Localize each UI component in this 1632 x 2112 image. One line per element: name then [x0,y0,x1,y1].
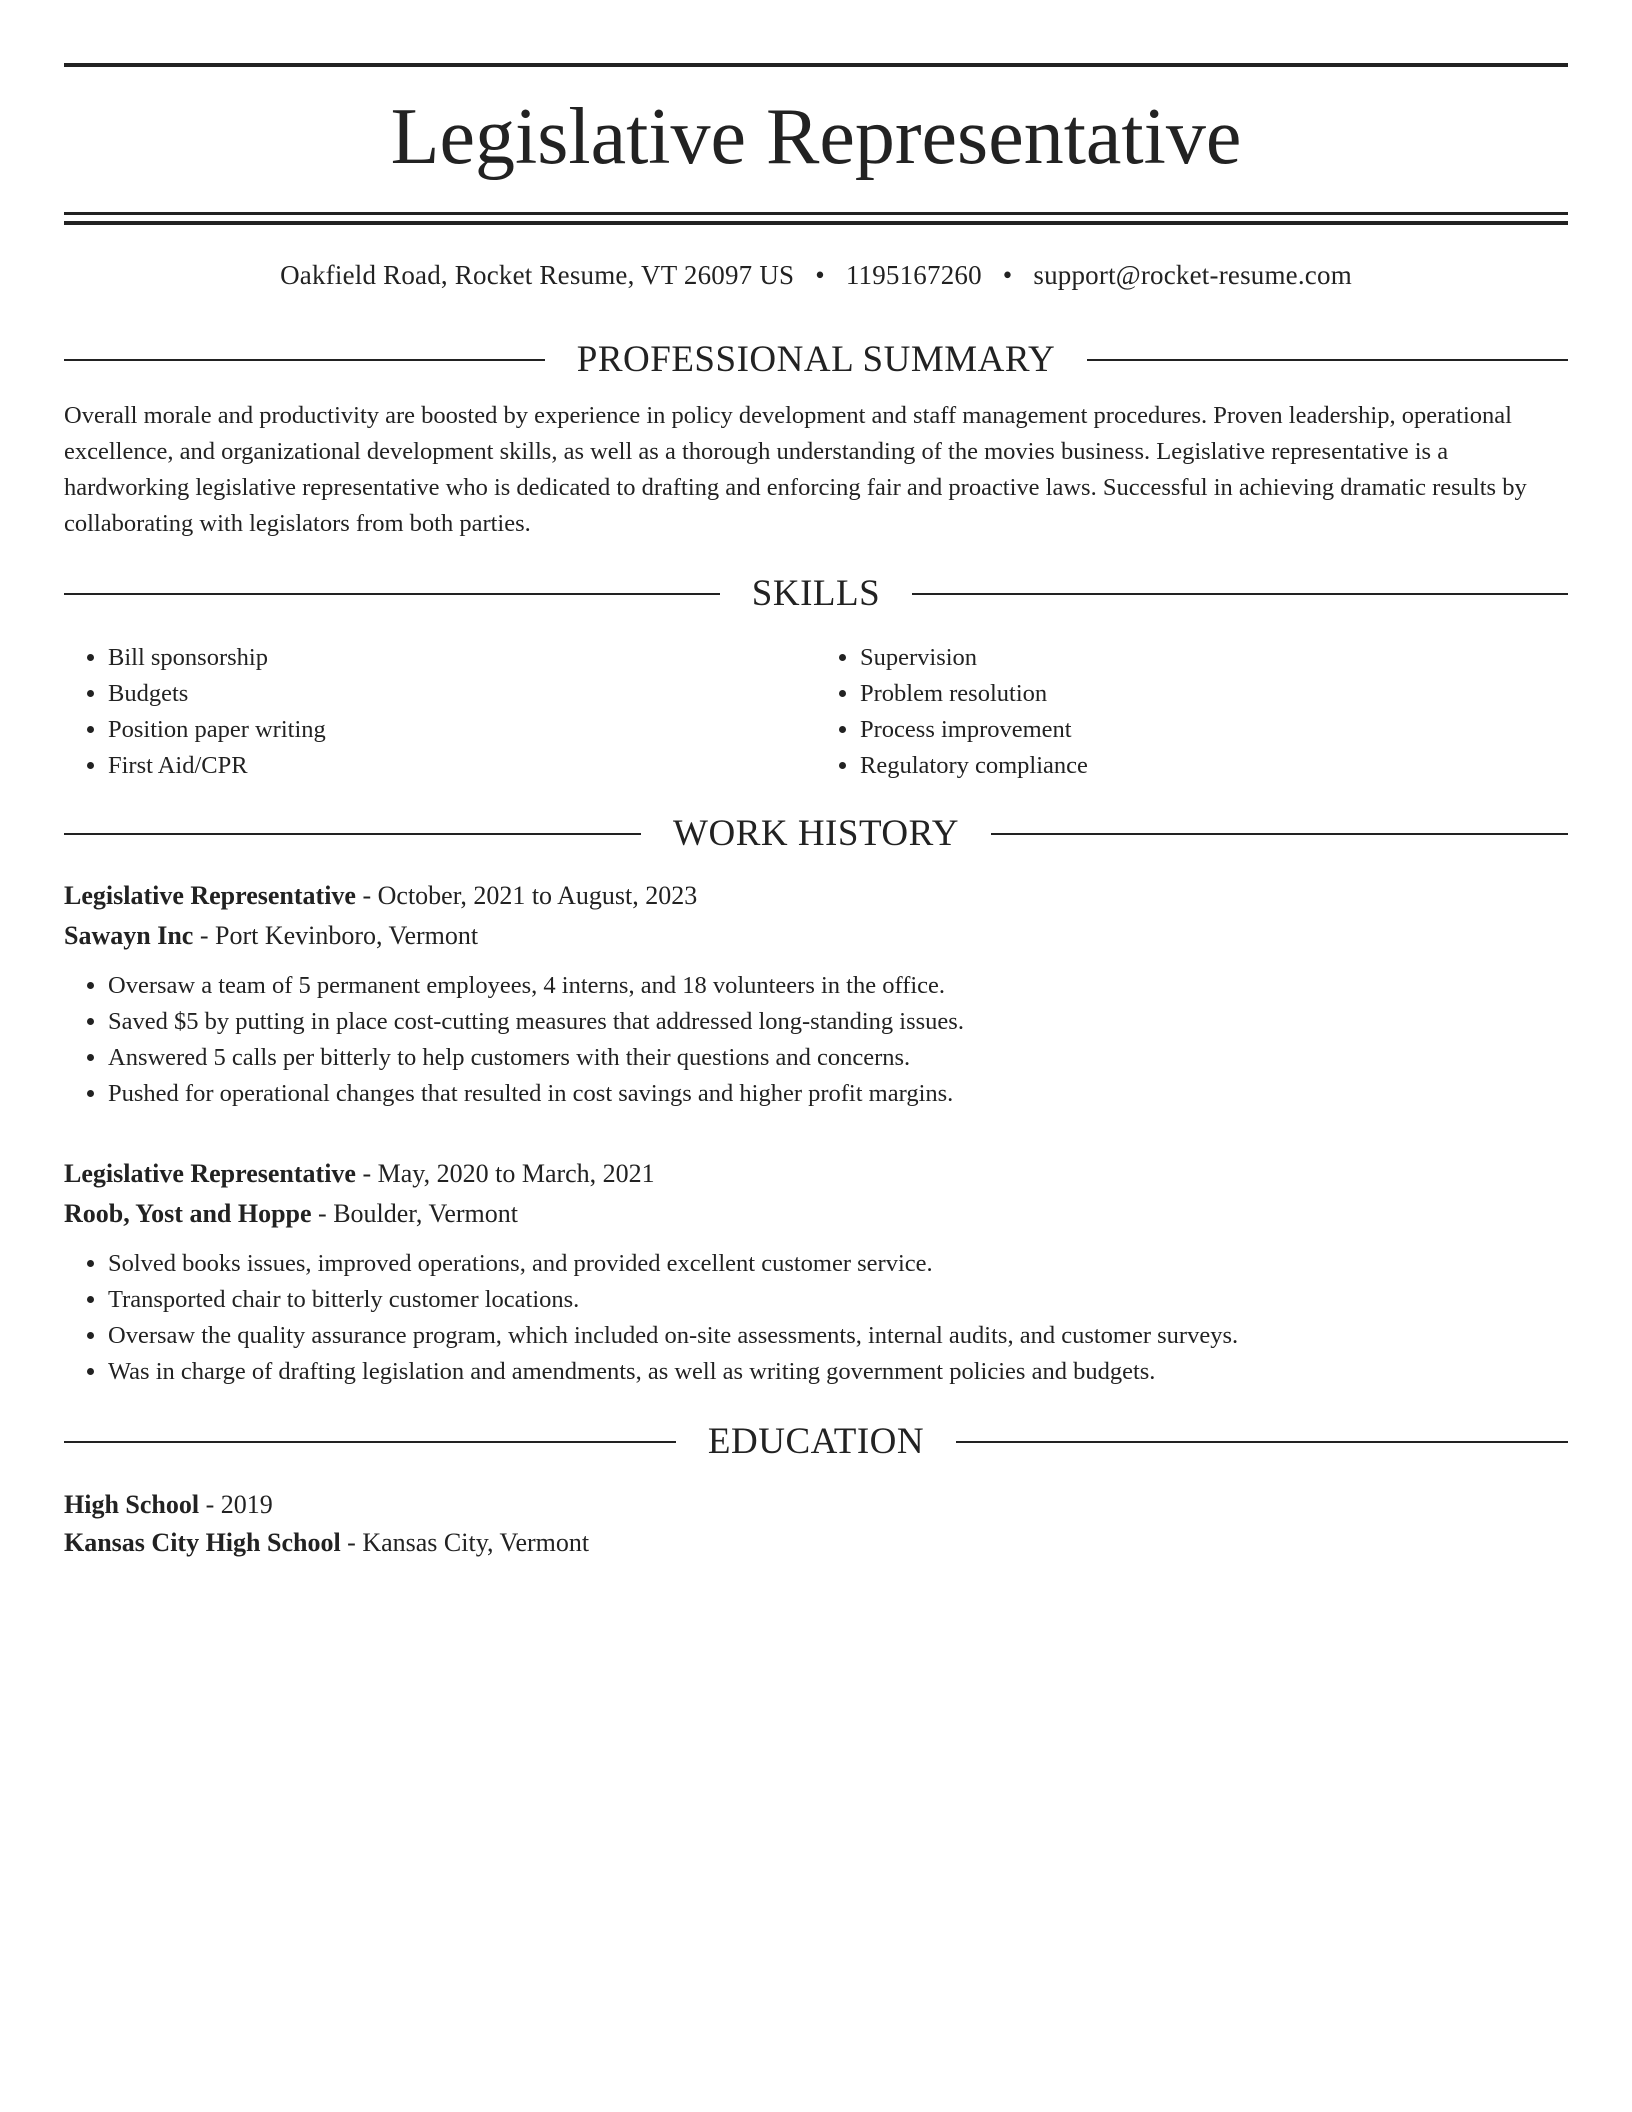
contact-separator: • [815,260,825,290]
education-title: EDUCATION [707,1421,925,1462]
heading-rule-right [956,1441,1568,1443]
duty-item: • Answered 5 calls per bitterly to help customers with their questions and concerns. [108,1040,1568,1076]
job-company-line [64,916,1568,956]
contact-email: support@rocket-resume.com [1033,260,1352,290]
job-dates: - October, 2021 to August, 2023 [355,881,698,910]
education-location: - Kansas City, Vermont [340,1528,590,1557]
job-title: Legislative Representative [64,1159,356,1188]
skills-list [64,640,1568,784]
job-duties [64,968,1568,1112]
job-company-line [64,1194,1568,1234]
skill-item: • Budgets [108,676,816,712]
duty-item: • Transported chair to bitterly customer locations. [108,1282,1568,1318]
skill-item: • Bill sponsorship [108,640,816,676]
heading-rule-right [1087,359,1568,361]
heading-rule-right [991,833,1568,835]
duty-item: • Was in charge of drafting legislation and amendments, as well as writing government policies and budgets. [108,1354,1568,1390]
skills-title: SKILLS [751,573,881,614]
skill-item: • Supervision [860,640,1568,676]
candidate-name: Legislative Representative [390,93,1242,181]
education-school: Kansas City High School [64,1528,341,1557]
contact-separator: • [1002,260,1013,290]
duty-item: • Solved books issues, improved operations, and provided excellent customer service. [108,1246,1568,1282]
job-dates: - May, 2020 to March, 2021 [355,1159,655,1188]
job-entry [64,1154,1568,1390]
skills-column-left [64,640,816,784]
work-heading [64,812,1568,856]
summary-title: PROFESSIONAL SUMMARY [576,339,1056,380]
duty-item: • Saved $5 by putting in place cost-cutting measures that addressed long-standing issues. [108,1004,1568,1040]
duty-item: • Oversaw a team of 5 permanent employees, 4 interns, and 18 volunteers in the office. [108,968,1568,1004]
heading-rule-left [64,1441,676,1443]
education-degree: High School [64,1490,200,1519]
job-duties [64,1246,1568,1390]
job-title-line [64,1154,1568,1194]
top-rule [64,63,1568,67]
skill-item: • First Aid/CPR [108,748,816,784]
work-title: WORK HISTORY [673,813,959,854]
contact-phone: 1195167260 [845,260,982,290]
heading-rule-left [64,359,545,361]
heading-rule-left [64,593,720,595]
contact-address: Oakfield Road, Rocket Resume, VT 26097 US [280,260,795,290]
name-double-rule [64,212,1568,225]
duty-item: • Oversaw the quality assurance program, which included on-site assessments, internal audits, and customer surveys. [108,1318,1568,1354]
education-school-line [64,1524,1568,1562]
skill-item: • Position paper writing [108,712,816,748]
job-title-line [64,876,1568,916]
job-company: Sawayn Inc [64,921,194,950]
job-location: - Port Kevinboro, Vermont [193,921,479,950]
education-heading [64,1420,1568,1464]
heading-rule-right [912,593,1568,595]
education-year: - 2019 [199,1490,273,1519]
heading-rule-left [64,833,641,835]
skills-heading [64,572,1568,616]
job-entry [64,876,1568,1112]
education-degree-line [64,1486,1568,1524]
skill-item: • Process improvement [860,712,1568,748]
job-title: Legislative Representative [64,881,356,910]
contact-line [64,258,1568,292]
duty-item: • Pushed for operational changes that resulted in cost savings and higher profit margins. [108,1076,1568,1112]
job-company: Roob, Yost and Hoppe [64,1199,312,1228]
skill-item: • Problem resolution [860,676,1568,712]
skill-item: • Regulatory compliance [860,748,1568,784]
job-location: - Boulder, Vermont [311,1199,518,1228]
skills-column-right [816,640,1568,784]
summary-heading [64,338,1568,382]
education-entry [64,1486,1568,1562]
summary-text: Overall morale and productivity are boosted by experience in policy development and staff management procedures. Proven leadership, operational excellence, and organizational development skills, as well as a thorough understanding of the movies business. Legislative representative is a hardworking legislative representative who is dedicated to drafting and enforcing fair and proactive laws. Successful in achieving dramatic results by collaborating with legislators from both parties. [64,402,1527,537]
